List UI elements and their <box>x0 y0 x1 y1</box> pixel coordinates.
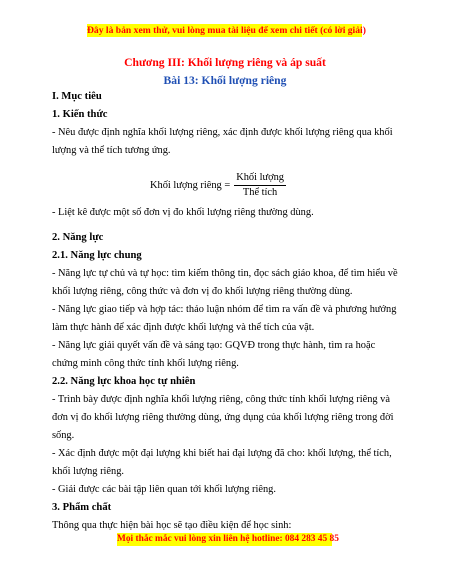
paragraph-line: lượng và thể tích tương ứng. <box>52 145 171 156</box>
heading-objectives: I. Mục tiêu <box>52 91 102 102</box>
heading-knowledge: 1. Kiến thức <box>52 109 108 120</box>
density-formula <box>150 171 286 199</box>
paragraph-line: Thông qua thực hiện bài học sẽ tạo điều kiện để học sinh: <box>52 520 292 531</box>
paragraph-line: - Nêu được định nghĩa khối lượng riêng, xác định được khối lượng riêng qua khối <box>52 127 393 138</box>
heading-science-competence: 2.2. Năng lực khoa học tự nhiên <box>52 376 196 387</box>
heading-qualities: 3. Phẩm chất <box>52 502 112 513</box>
paragraph-line: - Năng lực giao tiếp và hợp tác: thảo luận nhóm để tìm ra vấn đề và phương hướng <box>52 304 397 315</box>
paragraph-line: khối lượng riêng. <box>52 466 125 477</box>
formula-lhs: Khối lượng riêng = <box>150 179 231 191</box>
paragraph-line: khối lượng riêng, công thức và đơn vị đo khối lượng riêng thường dùng. <box>52 286 353 297</box>
paragraph-line: - Năng lực giải quyết vấn đề và sáng tạo: GQVĐ trong thực hành, tìm ra hoặc <box>52 340 376 351</box>
paragraph-line: - Trình bày được định nghĩa khối lượng riêng, công thức tính khối lượng riêng và <box>52 394 390 405</box>
formula-numerator: Khối lượng <box>234 172 286 186</box>
preview-banner: Đây là bản xem thử, vui lòng mua tài liệu để xem chi tiết (có lời giải) <box>87 25 366 36</box>
paragraph-line: chứng minh công thức tính khối lượng riêng. <box>52 358 239 369</box>
paragraph-line: - Giải được các bài tập liên quan tới khối lượng riêng. <box>52 484 276 495</box>
paragraph-line: - Xác định được một đại lượng khi biết hai đại lượng đã cho: khối lượng, thể tích, <box>52 448 392 459</box>
paragraph-line: - Năng lực tự chủ và tự học: tìm kiếm thông tin, đọc sách giáo khoa, để tìm hiểu về <box>52 268 398 279</box>
heading-general-competence: 2.1. Năng lực chung <box>52 250 142 261</box>
lesson-title: Bài 13: Khối lượng riêng <box>163 74 287 87</box>
paragraph-line: sống. <box>52 430 75 441</box>
paragraph-line: - Liệt kê được một số đơn vị đo khối lượng riêng thường dùng. <box>52 207 314 218</box>
paragraph-line: làm thực hành để xác định được khối lượng và thể tích của vật. <box>52 322 315 333</box>
formula-fraction <box>234 172 286 199</box>
heading-competence: 2. Năng lực <box>52 232 104 243</box>
paragraph-line: đơn vị đo khối lượng riêng thường dùng, ứng dụng của khối lượng riêng trong đời <box>52 412 394 423</box>
formula-denominator: Thể tích <box>242 186 278 198</box>
chapter-title: Chương III: Khối lượng riêng và áp suất <box>124 56 326 69</box>
hotline-footer: Mọi thắc mắc vui lòng xin liên hệ hotline: 084 283 45 85 <box>117 534 339 544</box>
